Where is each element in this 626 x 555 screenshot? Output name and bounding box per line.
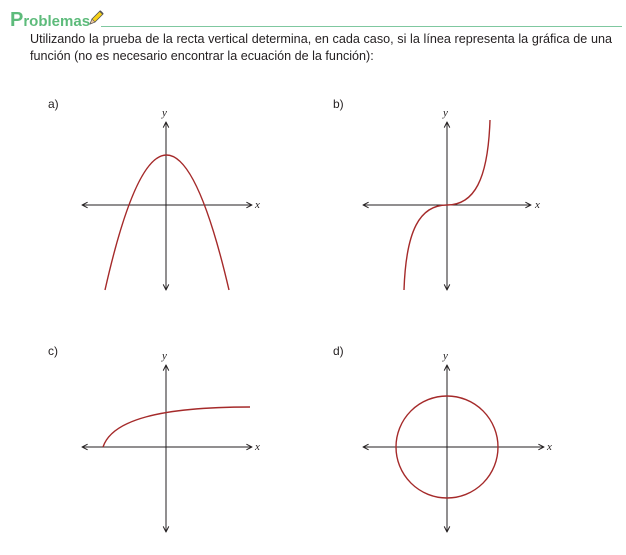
graph-b [363,107,540,290]
graph-c-label: c) [48,344,58,358]
graph-b-label: b) [333,97,344,111]
graph-c-curve [103,407,250,447]
graph-c-y-label: y [162,350,167,362]
graph-d-x-label: x [547,441,552,453]
graph-d [363,350,552,532]
graph-c-x-label: x [255,441,260,453]
graph-a-x-label: x [255,199,260,211]
graph-a-label: a) [48,97,59,111]
instructions-text: Utilizando la prueba de la recta vertical determina, en cada caso, si la línea representa la gráfica de una función (no es necesario encontrar la ecuación de la función): [30,32,612,63]
graph-a [82,107,260,290]
graph-a-curve [105,155,229,290]
section-title: Problemas [10,9,91,31]
graph-c [82,350,260,532]
graph-a-y-label: y [162,107,167,119]
graph-b-x-label: x [535,199,540,211]
graph-d-y-label: y [443,350,448,362]
graph-d-label: d) [333,344,344,358]
graph-b-y-label: y [443,107,448,119]
